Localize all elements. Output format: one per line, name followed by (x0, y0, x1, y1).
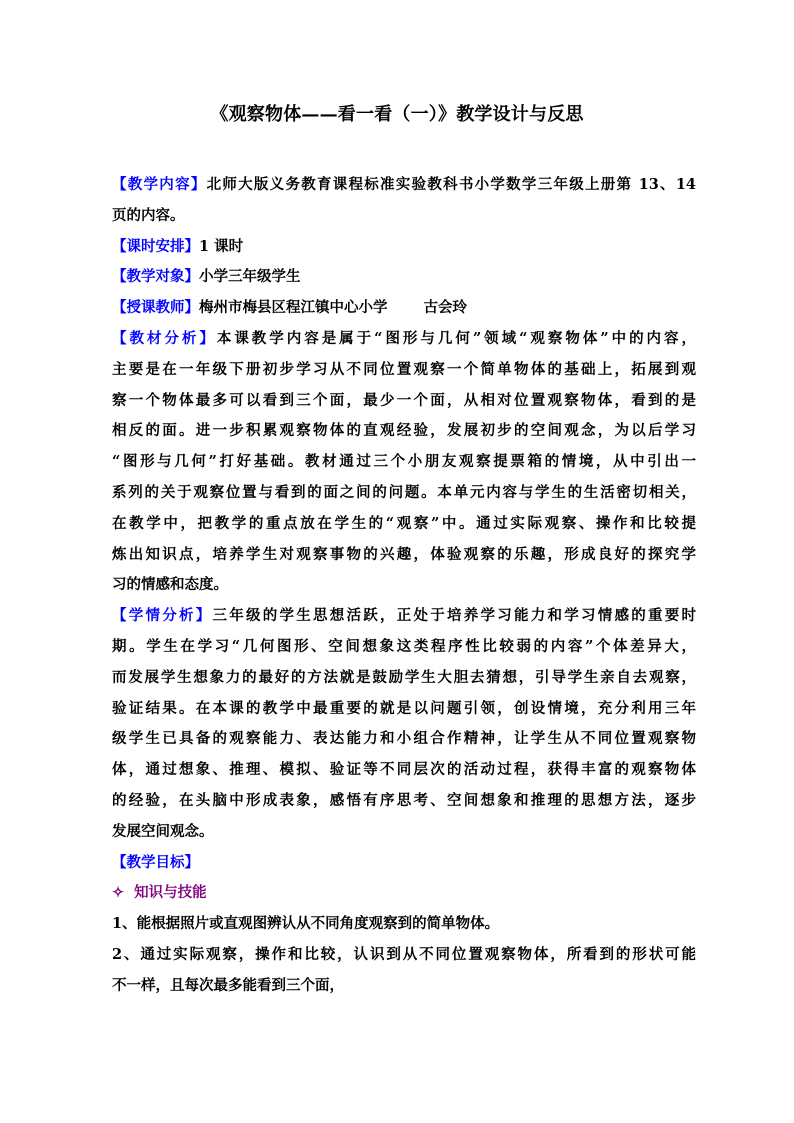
goals-subheading: 知识与技能 (134, 884, 207, 902)
learners-text-1: 三年级的学生思想活跃，正处于培养学习能力和学习情感的重要时 (212, 607, 696, 625)
audience-text: 小学三年级学生 (199, 268, 301, 286)
learners-line-5: 级学生已具备的观察能力、表达能力和小组合作精神，让学生从不同位置观察物 (112, 730, 696, 748)
material-line-2: 主要是在一年级下册初步学习从不同位置观察一个简单物体的基础上，拓展到观 (112, 360, 696, 378)
document-body (112, 170, 696, 1002)
material-text-1: 本课教学内容是属于“图形与几何”领域“观察物体”中的内容， (216, 329, 696, 347)
audience-label: 【教学对象】 (112, 268, 199, 286)
teacher-label: 【授课教师】 (112, 299, 199, 317)
goals-line (112, 848, 696, 879)
learners-label: 【学情分析】 (112, 607, 213, 625)
material-line-4: 相反的面。进一步积累观察物体的直观经验，发展初步的空间观念，为以后学习 (112, 422, 696, 440)
learners-line-4: 验证结果。在本课的教学中最重要的就是以问题引领，创设情境，充分利用三年 (112, 699, 696, 717)
schedule-line (112, 232, 696, 263)
content-text-1: 北师大版义务教育课程标准实验教科书小学数学三年级上册第 13、14 (206, 176, 696, 193)
content-line-1 (112, 170, 696, 201)
material-line-9: 习的情感和态度。 (112, 576, 228, 594)
goals-item-3: 不一样，且每次最多能看到三个面， (112, 976, 344, 994)
material-line-6: 系列的关于观察位置与看到的面之间的问题。本单元内容与学生的生活密切相关， (112, 483, 696, 501)
goals-subheading-line (112, 878, 696, 909)
goals-label: 【教学目标】 (112, 853, 199, 871)
material-line-1 (112, 324, 696, 355)
learners-line-2: 期。学生在学习“几何图形、空间想象这类程序性比较弱的内容”个体差异大， (112, 637, 696, 655)
material-line-3: 察一个物体最多可以看到三个面，最少一个面，从相对位置观察物体，看到的是 (112, 391, 696, 409)
learners-line-8: 发展空间观念。 (112, 822, 214, 840)
diamond-bullet-icon: ✧ (112, 884, 125, 902)
teacher-line (112, 293, 696, 324)
learners-line-1 (112, 601, 696, 632)
audience-line (112, 262, 696, 293)
learners-line-6: 体，通过想象、推理、模拟、验证等不同层次的活动过程，获得丰富的观察物体 (112, 761, 696, 779)
learners-line-3: 而发展学生想象力的最好的方法就是鼓励学生大胆去猜想，引导学生亲自去观察， (112, 668, 696, 686)
content-line-2: 页的内容。 (112, 206, 185, 224)
material-line-7: 在教学中，把教学的重点放在学生的“观察”中。通过实际观察、操作和比较提 (112, 514, 696, 532)
teacher-school: 梅州市梅县区程江镇中心小学 (199, 299, 388, 317)
content-label: 【教学内容】 (112, 176, 207, 193)
learners-line-7: 的经验，在头脑中形成表象，感悟有序思考、空间想象和推理的思想方法，逐步 (112, 791, 696, 809)
material-line-8: 炼出知识点，培养学生对观察事物的兴趣，体验观察的乐趣，形成良好的探究学 (112, 545, 696, 563)
goals-item-2: 2、通过实际观察，操作和比较，认识到从不同位置观察物体，所看到的形状可能 (112, 945, 696, 963)
material-label: 【教材分析】 (112, 329, 217, 347)
teacher-name: 古会玲 (423, 299, 467, 317)
schedule-text: 1 课时 (199, 237, 244, 255)
material-line-5: “图形与几何”打好基础。教材通过三个小朋友观察提票箱的情境，从中引出一 (112, 453, 696, 471)
goals-item-1: 1、能根据照片或直观图辨认从不同角度观察到的简单物体。 (112, 915, 500, 933)
schedule-label: 【课时安排】 (112, 237, 199, 255)
document-title: 《观察物体——看一看（一）》教学设计与反思 (210, 104, 584, 125)
